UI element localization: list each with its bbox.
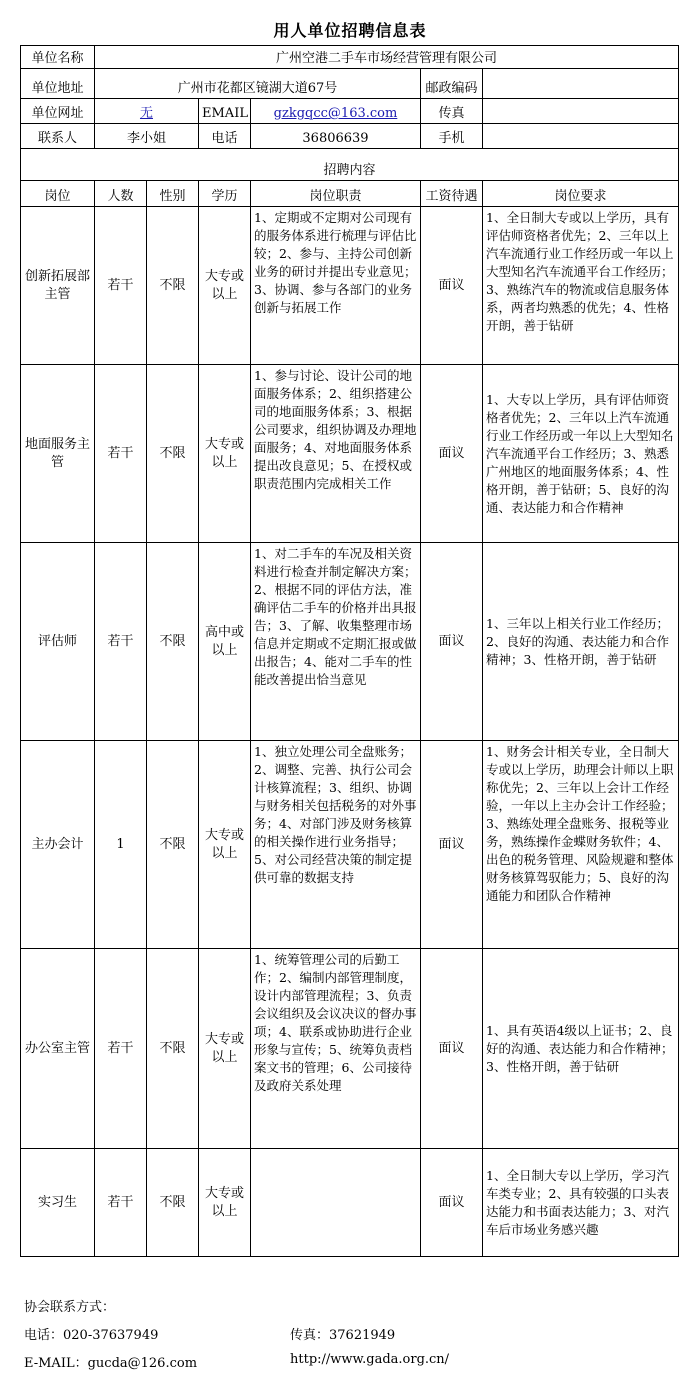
unit-name-value: 广州空港二手车市场经营管理有限公司 [95, 46, 679, 69]
table-row [21, 741, 679, 949]
requirements-cell: 1、大专以上学历，具有评估师资格者优先；2、三年以上汽车流通行业工作经历或一年以上大型知名汽车流通平台工作经历；3、熟悉广州地区的地面服务体系；4、性格开朗，善于钻研；5、良好的沟通、表达能力和合作精神 [483, 365, 679, 543]
header-gender: 性别 [147, 181, 199, 207]
count-cell: 若干 [95, 1149, 147, 1257]
count-cell: 若干 [95, 949, 147, 1149]
contact-row [21, 124, 679, 149]
header-salary: 工资待遇 [421, 181, 483, 207]
header-education: 学历 [199, 181, 251, 207]
table-row [21, 1149, 679, 1257]
footer-label: 协会联系方式： [24, 1300, 116, 1315]
table-row [21, 949, 679, 1149]
position-cell: 地面服务主管 [21, 365, 95, 543]
duties-cell: 1、对二手车的车况及相关资料进行检查并制定解决方案；2、根据不同的评估方法，准确评估二手车的价格并出具报告；3、了解、收集整理市场信息并定期或不定期汇报或做出报告；4、能对二手车的性能改善提出恰当意见 [251, 543, 421, 741]
website-value[interactable] [95, 99, 199, 124]
fax-value [483, 99, 679, 124]
gender-cell: 不限 [147, 741, 199, 949]
duties-cell [251, 1149, 421, 1257]
education-cell: 大专或以上 [199, 949, 251, 1149]
contact-label: 联系人 [21, 124, 95, 149]
page-title: 用人单位招聘信息表 [273, 21, 427, 40]
header-position: 岗位 [21, 181, 95, 207]
footer-email: E-MAIL：gucda@126.com [24, 1356, 198, 1371]
gender-cell: 不限 [147, 1149, 199, 1257]
unit-name-row [21, 46, 679, 69]
duties-cell: 1、定期或不定期对公司现有的服务体系进行梳理与评估比较；2、参与、主持公司创新业务的研讨并提出专业意见；3、协调、参与各部门的业务创新与拓展工作 [251, 207, 421, 365]
education-cell: 大专或以上 [199, 365, 251, 543]
header-requirements: 岗位要求 [483, 181, 679, 207]
education-cell: 大专或以上 [199, 207, 251, 365]
education-cell: 大专或以上 [199, 1149, 251, 1257]
position-cell: 创新拓展部主管 [21, 207, 95, 365]
footer-phone: 电话：020-37637949 [24, 1328, 159, 1343]
address-row [21, 69, 679, 99]
postcode-value [483, 69, 679, 99]
requirements-cell: 1、全日制大专或以上学历，具有评估师资格者优先；2、三年以上汽车流通行业工作经历或一年以上大型知名汽车流通平台工作经历；3、熟练汽车的物流或信息服务体系，两者均熟悉的优先；4、性格开朗，善于钻研 [483, 207, 679, 365]
requirements-cell: 1、三年以上相关行业工作经历；2、良好的沟通、表达能力和合作精神；3、性格开朗，善于钻研 [483, 543, 679, 741]
position-cell: 实习生 [21, 1149, 95, 1257]
count-cell: 若干 [95, 365, 147, 543]
postcode-label: 邮政编码 [421, 69, 483, 99]
mobile-label: 手机 [421, 124, 483, 149]
phone-label: 电话 [199, 124, 251, 149]
count-cell: 1 [95, 741, 147, 949]
gender-cell: 不限 [147, 543, 199, 741]
requirements-cell: 1、全日制大专以上学历，学习汽车类专业；2、具有较强的口头表达能力和书面表达能力；3、对汽车后市场业务感兴趣 [483, 1149, 679, 1257]
position-cell: 主办会计 [21, 741, 95, 949]
position-cell: 办公室主管 [21, 949, 95, 1149]
fax-label: 传真 [421, 99, 483, 124]
position-cell: 评估师 [21, 543, 95, 741]
website-label: 单位网址 [21, 99, 95, 124]
email-value[interactable] [251, 99, 421, 124]
education-cell: 高中或以上 [199, 543, 251, 741]
duties-cell: 1、独立处理公司全盘账务；2、调整、完善、执行公司会计核算流程；3、组织、协调与财务相关包括税务的对外事务；4、对部门涉及财务核算的相关操作进行业务指导；5、对公司经营决策的制定提供可靠的数据支持 [251, 741, 421, 949]
header-duties: 岗位职责 [251, 181, 421, 207]
table-row [21, 365, 679, 543]
gender-cell: 不限 [147, 207, 199, 365]
section-title: 招聘内容 [21, 149, 679, 181]
count-cell: 若干 [95, 543, 147, 741]
mobile-value [483, 124, 679, 149]
email-link[interactable]: gzkgqcc@163.com [273, 106, 398, 121]
section-title-row [21, 149, 679, 181]
contact-value: 李小姐 [95, 124, 199, 149]
table-row [21, 543, 679, 741]
phone-value: 36806639 [251, 124, 421, 149]
gender-cell: 不限 [147, 365, 199, 543]
header-row [21, 181, 679, 207]
header-count: 人数 [95, 181, 147, 207]
salary-cell: 面议 [421, 207, 483, 365]
table-row [21, 207, 679, 365]
requirements-cell: 1、具有英语4级以上证书；2、良好的沟通、表达能力和合作精神；3、性格开朗，善于钻研 [483, 949, 679, 1149]
footer-url: http://www.gada.org.cn/ [290, 1352, 450, 1367]
count-cell: 若干 [95, 207, 147, 365]
recruitment-table [20, 45, 679, 1257]
address-value: 广州市花都区镜湖大道67号 [95, 69, 421, 99]
footer-fax: 传真：37621949 [290, 1328, 396, 1343]
salary-cell: 面议 [421, 949, 483, 1149]
website-link[interactable]: 无 [139, 106, 153, 121]
website-row [21, 99, 679, 124]
unit-name-label: 单位名称 [21, 46, 95, 69]
email-label: EMAIL [199, 99, 251, 124]
address-label: 单位地址 [21, 69, 95, 99]
requirements-cell: 1、财务会计相关专业，全日制大专或以上学历，助理会计师以上职称优先；2、三年以上会计工作经验，一年以上主办会计工作经验；3、熟练处理全盘账务、报税等业务，熟练操作金蝶财务软件；4、出色的税务管理、风险规避和整体财务核算驾驭能力；5、良好的沟通能力和团队合作精神 [483, 741, 679, 949]
duties-cell: 1、统筹管理公司的后勤工作；2、编制内部管理制度，设计内部管理流程；3、负责会议组织及会议决议的督办事项；4、联系或协助进行企业形象与宣传；5、统筹负责档案文书的管理；6、公司接待及政府关系处理 [251, 949, 421, 1149]
education-cell: 大专或以上 [199, 741, 251, 949]
salary-cell: 面议 [421, 365, 483, 543]
salary-cell: 面议 [421, 1149, 483, 1257]
duties-cell: 1、参与讨论、设计公司的地面服务体系；2、组织搭建公司的地面服务体系；3、根据公司要求，组织协调及办理地面服务；4、对地面服务体系提出改良意见；5、在授权或职责范围内完成相关工作 [251, 365, 421, 543]
salary-cell: 面议 [421, 543, 483, 741]
salary-cell: 面议 [421, 741, 483, 949]
gender-cell: 不限 [147, 949, 199, 1149]
